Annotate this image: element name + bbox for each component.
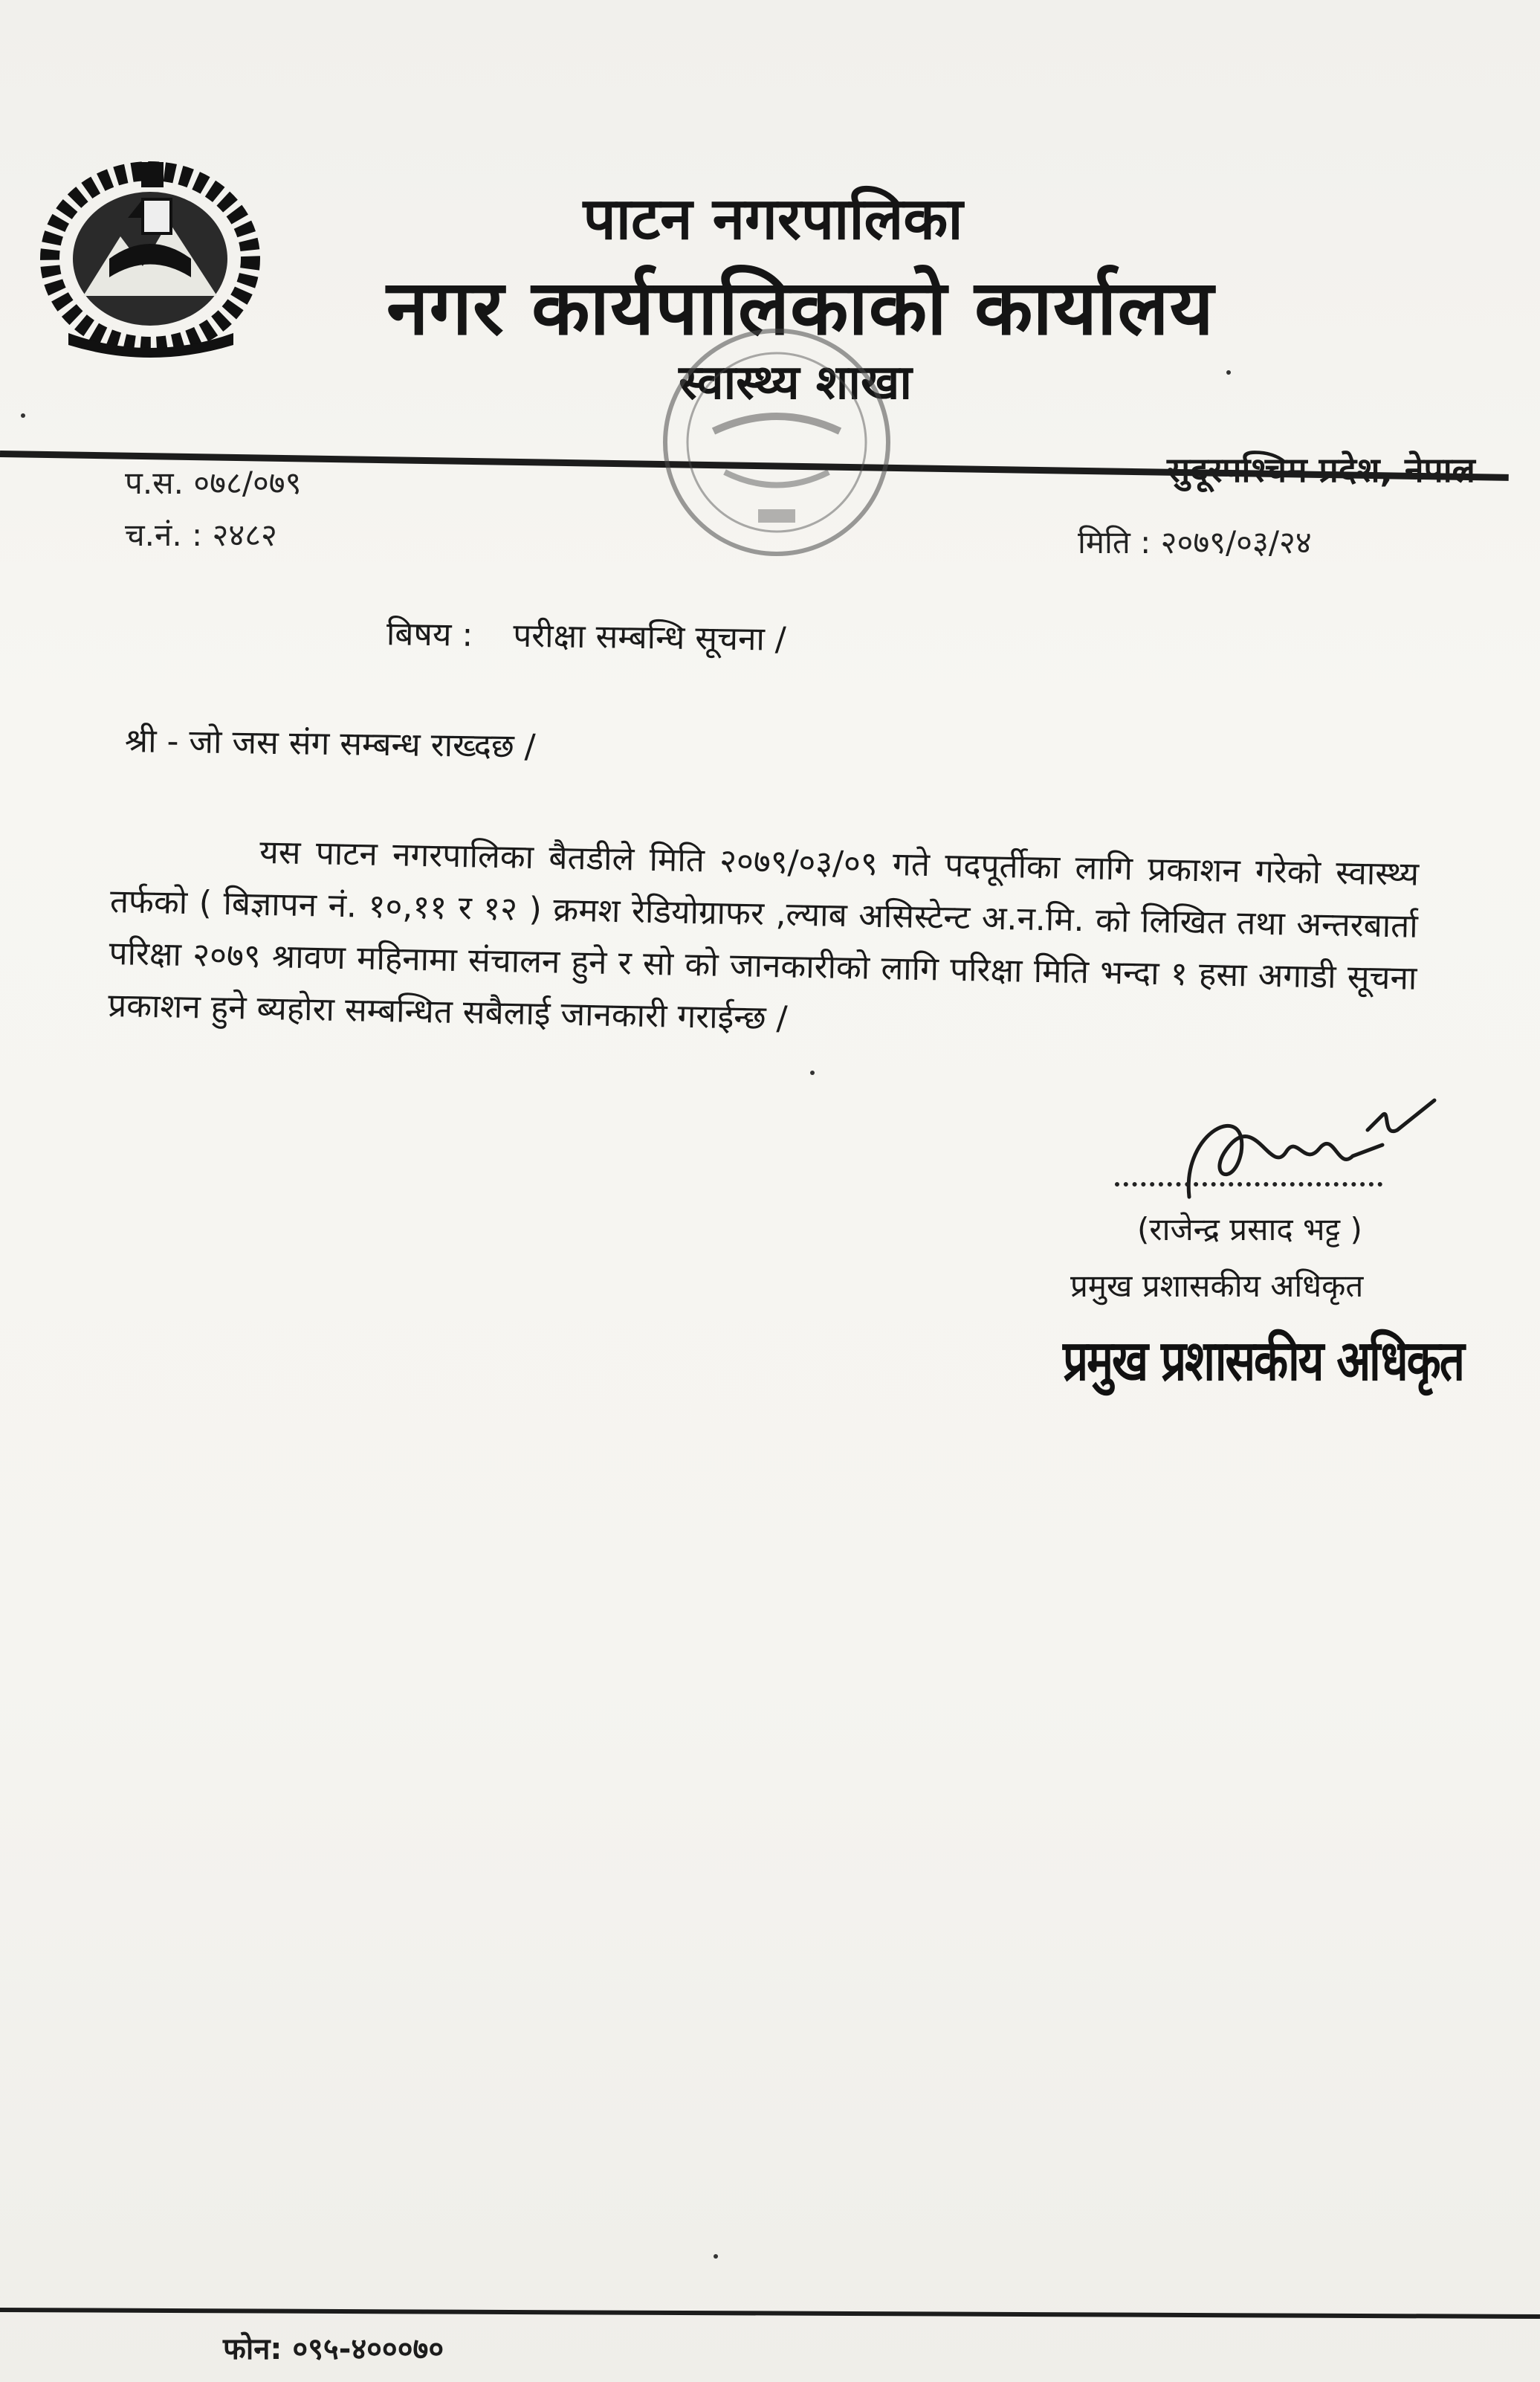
footer-divider — [0, 2308, 1540, 2319]
ink-speck — [714, 2254, 718, 2259]
office-name: नगर कार्यपालिकाको कार्यालय — [386, 264, 1214, 352]
subject-text: परीक्षा सम्बन्धि सूचना / — [512, 616, 787, 659]
fiscal-year: प.स. ०७८/०७९ — [125, 465, 302, 501]
municipality-name: पाटन नगरपालिका — [583, 186, 963, 253]
section-name: स्वास्थ्य शाखा — [679, 355, 912, 410]
subject-line — [386, 610, 787, 660]
addressee-line: श्री - जो जस संग सम्बन्ध राख्दछ / — [124, 722, 536, 766]
designation-stamp: प्रमुख प्रशासकीय अधिकृत — [1063, 1329, 1463, 1394]
notice-body-text: यस पाटन नगरपालिका बैतडीले मिति २०७९/०३/०९ गते पदपूर्तीका लागि प्रकाशन गरेको स्वास्थ्य तर्फको ( बिज्ञापन नं. १०,११ र १२ ) क्रमश रेडियोग्राफर ,ल्याब असिस्टेन्ट अ.न.मि. को लिखित तथा अन्तरबार्ता परिक्षा २०७९ श्रावण महिनामा संचालन हुने र सो को जानकारीको लागि परिक्षा मिति भन्दा १ हसा अगाडी सूचना प्रकाशन हुने ब्यहोरा सम्बन्धित सबैलाई जानकारी गराईन्छ / — [107, 833, 1420, 1038]
office-stamp-icon — [654, 320, 899, 565]
notice-body — [108, 824, 1420, 1057]
signature-line — [1115, 1182, 1382, 1187]
province-label: सुदूरपश्चिम प्रदेश, नेपाल — [1167, 450, 1475, 490]
ink-speck — [1226, 370, 1231, 375]
dispatch-number: च.नं. : २४८२ — [125, 517, 277, 553]
footer-phone: फोन: ०९५-४०००७० — [223, 2332, 444, 2366]
nepal-emblem-icon — [39, 147, 269, 363]
signatory-title: प्रमुख प्रशासकीय अधिकृत — [1070, 1268, 1364, 1304]
signature-icon — [1159, 1085, 1442, 1212]
letter-date: मिति : २०७९/०३/२४ — [1078, 524, 1312, 561]
subject-label: बिषय : — [386, 615, 473, 654]
ink-speck — [21, 413, 25, 418]
ink-speck — [810, 1071, 815, 1075]
signatory-name: (राजेन्द्र प्रसाद भट्ट ) — [1137, 1211, 1362, 1248]
